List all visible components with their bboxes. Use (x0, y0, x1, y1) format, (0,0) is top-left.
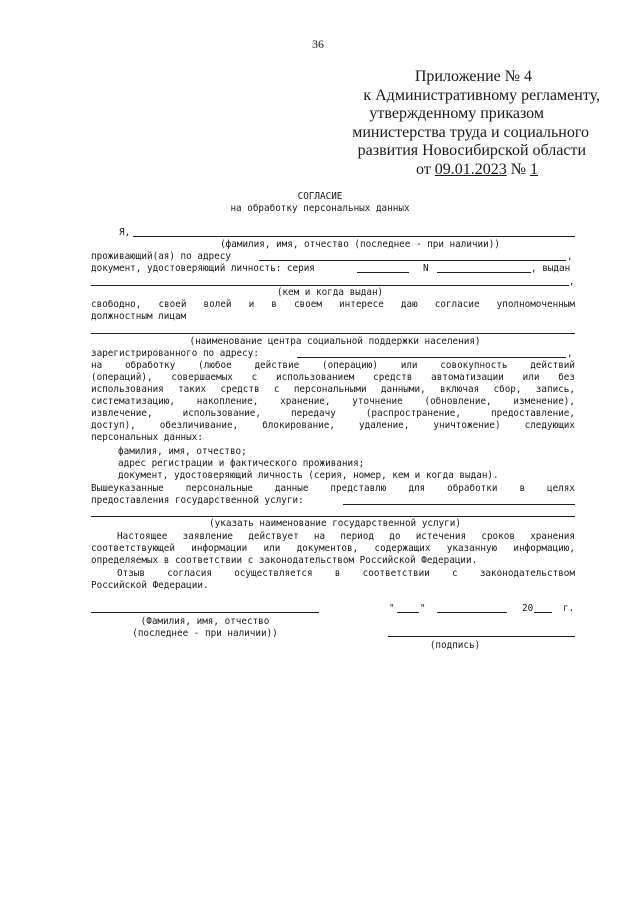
center-caption: (наименование центра социальной поддержки населения) (189, 336, 481, 347)
registered-label: зарегистрированного по адресу: (91, 348, 259, 359)
center-field[interactable] (91, 333, 575, 334)
issued-caption: (кем и когда выдан) (276, 287, 384, 298)
date-prefix: от (415, 160, 431, 178)
page-number: 36 (312, 37, 324, 51)
date-month-field[interactable] (437, 612, 507, 613)
date-year-prefix: 20 (522, 603, 534, 614)
date-suffix: г. (563, 603, 575, 614)
service-field[interactable] (91, 516, 575, 517)
list-item: фамилия, имя, отчество; (118, 446, 247, 457)
statement-line: соответствующей информации или документов, содержащих указанную информацию, (91, 543, 575, 554)
signature-date (389, 603, 589, 617)
number-prefix: № (510, 160, 526, 178)
i-label: Я, (119, 227, 131, 238)
address-field[interactable] (259, 260, 566, 261)
personal-data-list (118, 446, 578, 482)
statement-line: определяемых в соответствии с законодательством Российской Федерации. (91, 555, 478, 566)
date-day-field[interactable] (397, 612, 419, 613)
issued-comma: , (569, 276, 575, 287)
consent-line-1: свободно, своей волей и в своем интересе даю согласие уполномоченным (91, 299, 575, 310)
registered-address-field[interactable] (297, 357, 566, 358)
form-heading: СОГЛАСИЕ (297, 191, 343, 202)
form-subheading: на обработку персональных данных (230, 203, 410, 214)
registered-comma: , (567, 348, 573, 359)
doc-number-field[interactable] (437, 272, 531, 273)
processing-line: использования таких средств с персональными данными, включая сбор, запись, (91, 384, 575, 395)
signer-name-caption-2: (последнее - при наличии)) (132, 628, 278, 639)
provided-line-1: Вышеуказанные персональные данные представлю для обработки в целях (91, 483, 575, 494)
processing-paragraph (91, 360, 575, 444)
appendix-date: 09.01.2023 (434, 160, 507, 178)
issued-label: , выдан (531, 263, 571, 274)
appendix-date-line (300, 161, 600, 180)
consent-line-2: должностным лицам (91, 311, 187, 322)
appendix-line-4: развития Новосибирской области (357, 142, 586, 159)
date-quote-close: " (420, 603, 426, 614)
withdraw-line: Отзыв согласия осуществляется в соответствии с законодательством (117, 568, 575, 579)
statement-line: Настоящее заявление действует на период до истечения сроков хранения (117, 531, 575, 542)
appendix-number: 1 (530, 160, 538, 178)
appendix-header (300, 68, 600, 179)
service-inline-field[interactable] (343, 504, 575, 505)
date-year-field[interactable] (534, 612, 552, 613)
doc-number-label: N (423, 263, 429, 274)
signer-name-field[interactable] (91, 612, 319, 613)
list-item: адрес регистрации и фактического проживания; (118, 458, 365, 469)
doc-label: документ, удостоверяющий личность: серия (91, 263, 315, 274)
signature-caption: (подпись) (429, 640, 481, 651)
processing-line: систематизацию, накопление, хранение, уточнение (обновление, изменение), (91, 396, 575, 407)
processing-line: (операций), совершаемых с использованием средств автоматизации или без (91, 372, 575, 383)
appendix-line-1: к Административному регламенту, (363, 86, 600, 104)
address-comma: , (567, 251, 573, 262)
withdraw-line: Российской Федерации. (91, 580, 209, 591)
appendix-line-3: министерства труда и социального (352, 123, 589, 141)
issued-by-field[interactable] (91, 285, 569, 286)
signature-field[interactable] (388, 636, 575, 637)
service-caption: (указать наименование государственной услуги) (209, 518, 461, 529)
fio-caption: (фамилия, имя, отчество (последнее - при наличии)) (220, 239, 500, 250)
appendix-line-2: утвержденному приказом (369, 105, 544, 122)
statement-paragraph (91, 531, 575, 567)
appendix-title: Приложение № 4 (414, 68, 532, 85)
signer-name-caption-1: (Фамилия, имя, отчество (140, 616, 270, 627)
processing-line: извлечение, использование, передачу (распространение, предоставление, (91, 408, 575, 419)
residing-label: проживающий(ая) по адресу (91, 251, 231, 262)
provided-line-2: предоставления государственной услуги: (91, 495, 304, 506)
processing-line: доступ), обезличивание, блокирование, удаление, уничтожение) следующих (91, 420, 575, 431)
doc-series-field[interactable] (357, 272, 409, 273)
list-item: документ, удостоверяющий личность (серия, номер, кем и когда выдан). (118, 470, 499, 481)
fio-field[interactable] (133, 236, 575, 237)
withdraw-paragraph (91, 568, 575, 592)
processing-line: на обработку (любое действие (операцию) или совокупность действий (91, 360, 575, 371)
processing-line: персональных данных: (91, 432, 203, 443)
date-quote-open: " (389, 603, 395, 614)
